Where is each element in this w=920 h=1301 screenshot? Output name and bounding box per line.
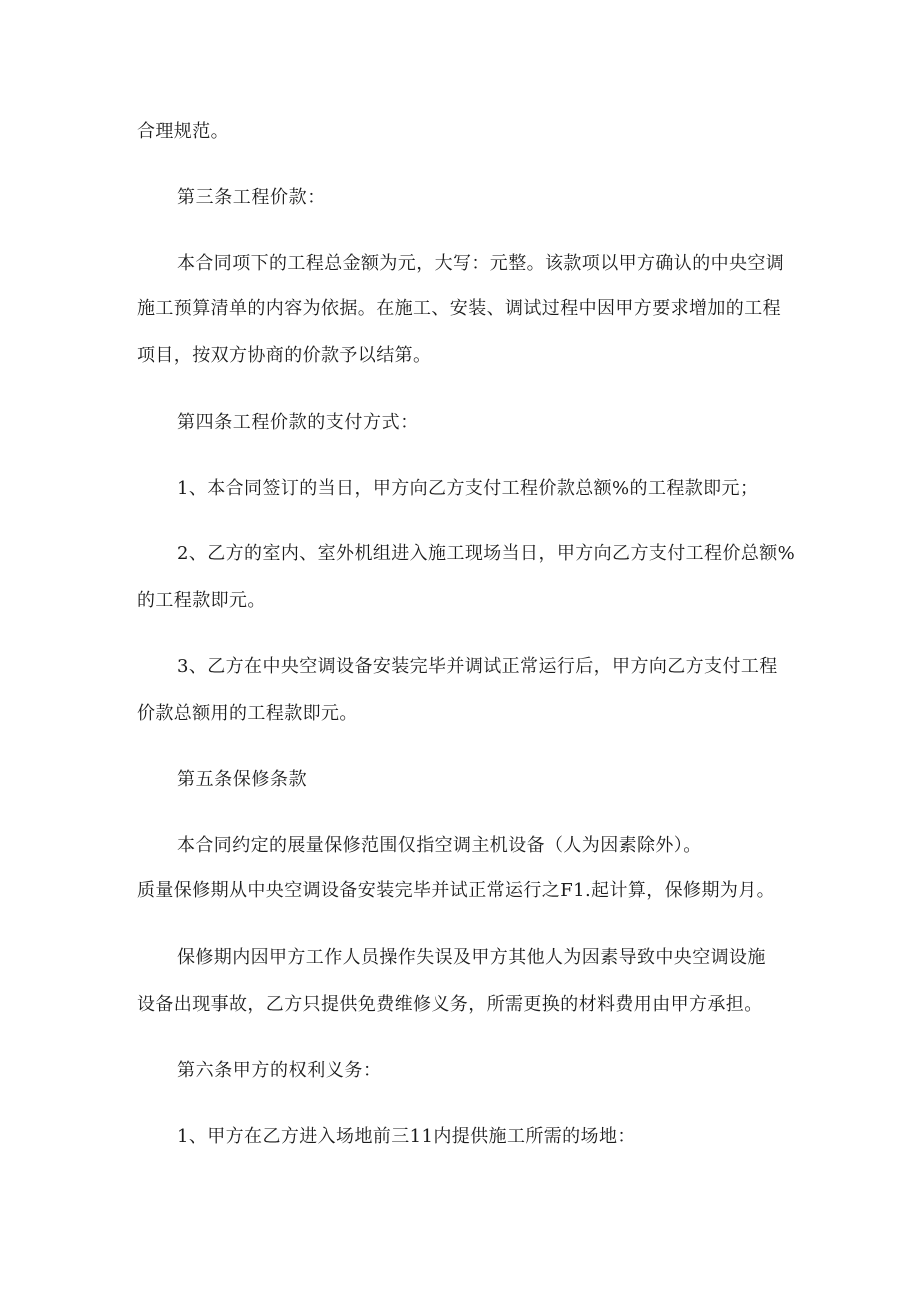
text-line-continuation: 合理规范。: [137, 121, 229, 142]
article-4-heading: 第四条工程价款的支付方式：: [177, 412, 419, 433]
article-6-heading: 第六条甲方的权利义务：: [177, 1060, 382, 1081]
article-4-item-1: 1、本合同签订的当日，甲方向乙方支付工程价款总额%的工程款即元；: [177, 478, 759, 499]
article-5-paragraph-3-line-1: 保修期内因甲方工作人员操作失误及甲方其他人为因素导致中央空调设施: [177, 947, 766, 968]
article-4-item-3-line-1: 3、乙方在中央空调设备安装完毕并调试正常运行后，甲方向乙方支付工程: [177, 656, 778, 677]
article-6-item-1: 1、甲方在乙方进入场地前三11内提供施工所需的场地：: [177, 1126, 636, 1147]
article-3-paragraph-line-3: 项目，按双方协商的价款予以结第。: [137, 345, 432, 366]
article-4-item-2-line-2: 的工程款即元。: [137, 590, 266, 611]
article-5-heading: 第五条保修条款: [177, 769, 308, 790]
article-3-paragraph-line-2: 施工预算清单的内容为依据。在施工、安装、调试过程中因甲方要求增加的工程: [137, 298, 781, 319]
article-3-paragraph-line-1: 本合同项下的工程总金额为元，大写：元整。该款项以甲方确认的中央空调: [177, 253, 785, 274]
article-5-paragraph-3-line-2: 设备出现事故，乙方只提供免费维修义务，所需更换的材料费用由甲方承担。: [137, 994, 763, 1015]
article-5-paragraph-1: 本合同约定的展量保修范围仅指空调主机设备（人为因素除外）。: [177, 835, 702, 856]
article-3-heading: 第三条工程价款：: [177, 187, 326, 208]
article-5-paragraph-2: 质量保修期从中央空调设备安装完毕并试正常运行之F1.起计算，保修期为月。: [137, 880, 776, 901]
article-4-item-3-line-2: 价款总额用的工程款即元。: [137, 703, 358, 724]
article-4-item-2-line-1: 2、乙方的室内、室外机组进入施工现场当日，甲方向乙方支付工程价总额%: [177, 543, 796, 564]
